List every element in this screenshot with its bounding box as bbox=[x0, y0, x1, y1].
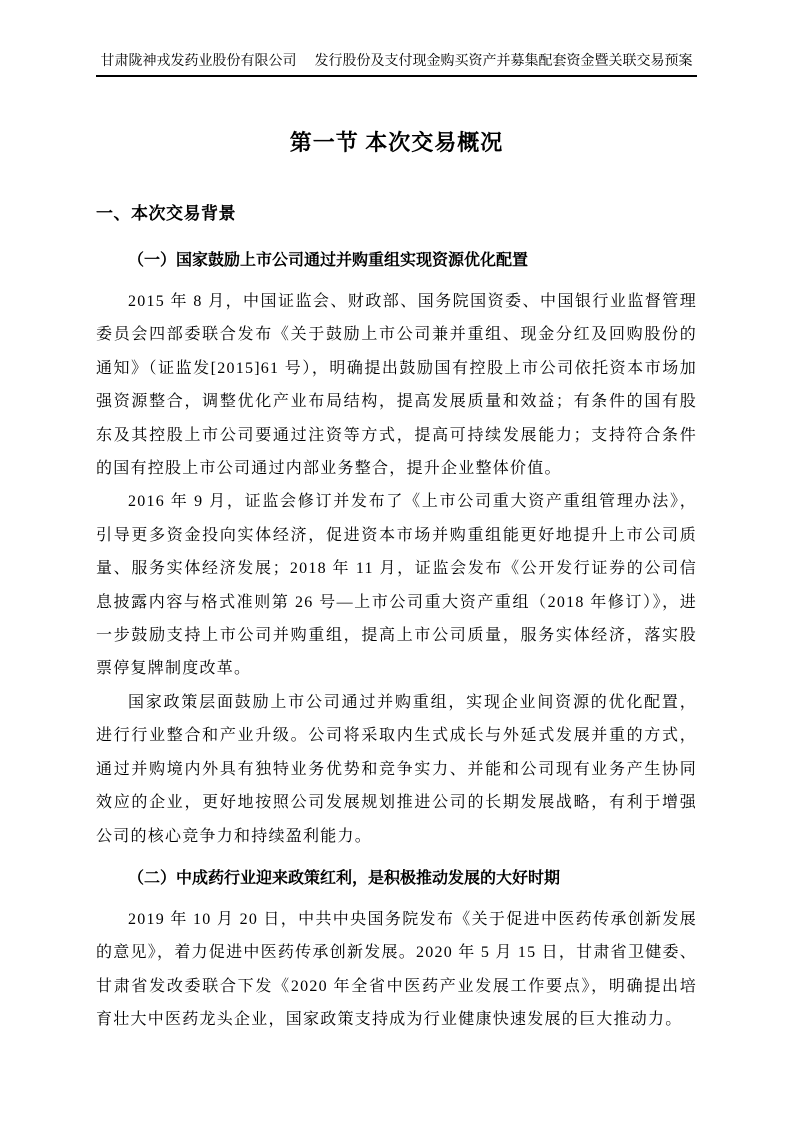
chapter-title: 第一节 本次交易概况 bbox=[289, 130, 504, 155]
header-doc-title: 发行股份及支付现金购买资产并募集配套资金暨关联交易预案 bbox=[314, 54, 693, 69]
subsection-heading-1: （一）国家鼓励上市公司通过并购重组实现资源优化配置 bbox=[128, 252, 529, 269]
page-header bbox=[96, 53, 697, 77]
paragraph: 2016 年 9 月，证监会修订并发布了《上市公司重大资产重组管理办法》，引导更多资金投向实体经济，促进资本市场并购重组能更好地提升上市公司质量、服务实体经济发展；2018 年 11 月，证监会发布《公开发行证券的公司信息披露内容与格式准则第 26 号—上市公司重大资产重组（2018 年修订）》，进一步鼓励支持上市公司并购重组，提高上市公司质量，服务实体经济，落实股票停复牌制度改革。 bbox=[96, 493, 697, 678]
paragraph: 2015 年 8 月，中国证监会、财政部、国务院国资委、中国银行业监督管理委员会四部委联合发布《关于鼓励上市公司兼并重组、现金分红及回购股份的通知》（证监发[2015]61 号），明确提出鼓励国有控股上市公司依托资本市场加强资源整合，调整优化产业布局结构，提高发展质量和效益；有条件的国有股东及其控股上市公司要通过注资等方式，提高可持续发展能力；支持符合条件的国有控股上市公司通过内部业务整合，提升企业整体价值。 bbox=[96, 293, 697, 478]
header-company-name: 甘肃陇神戎发药业股份有限公司 bbox=[100, 54, 297, 69]
paragraph: 国家政策层面鼓励上市公司通过并购重组，实现企业间资源的优化配置，进行行业整合和产业升级。公司将采取内生式成长与外延式发展并重的方式，通过并购境内外具有独特业务优势和竞争实力、并能和公司现有业务产生协同效应的企业，更好地按照公司发展规划推进公司的长期发展战略，有利于增强公司的核心竞争力和持续盈利能力。 bbox=[96, 693, 697, 845]
section-heading: 一、本次交易背景 bbox=[96, 204, 236, 223]
paragraph: 2019 年 10 月 20 日，中共中央国务院发布《关于促进中医药传承创新发展的意见》，着力促进中医药传承创新发展。2020 年 5 月 15 日，甘肃省卫健委、甘肃省发改委联合下发《2020 年全省中医药产业发展工作要点》，明确提出培育壮大中医药龙头企业，国家政策支持成为行业健康快速发展的巨大推动力。 bbox=[96, 910, 697, 1029]
subsection-heading-2: （二）中成药行业迎来政策红利，是积极推动发展的大好时期 bbox=[128, 869, 561, 887]
